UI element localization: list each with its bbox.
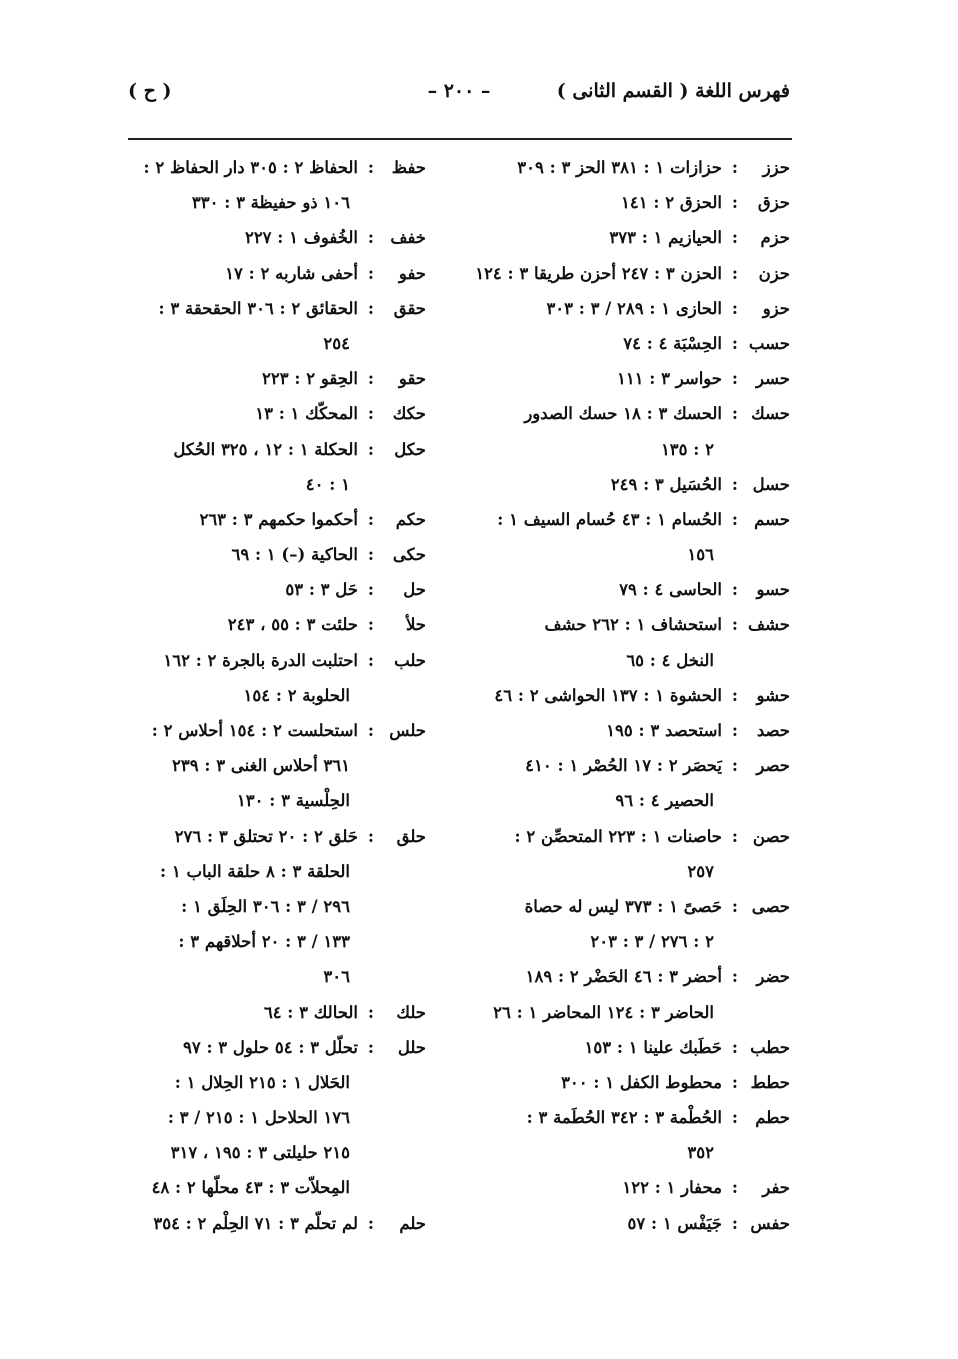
entry-separator: :: [367, 1213, 374, 1233]
entry-root: حسر: [755, 369, 790, 389]
entry-root: حسم: [754, 509, 790, 529]
entry-separator: :: [731, 158, 738, 177]
entry-root: حلم: [399, 1213, 426, 1233]
entry-root: حقق: [393, 298, 426, 318]
entry-separator: :: [731, 615, 738, 635]
entry-separator: :: [367, 439, 374, 459]
entry-text: الحلقة ٣ : ٨ حلقة الباب ١ :: [160, 861, 350, 881]
entry-separator: :: [731, 826, 738, 846]
index-entry: [121, 1030, 426, 1065]
index-entry-continuation: [121, 1170, 426, 1205]
entry-separator: :: [367, 509, 374, 529]
entry-root: حزز: [762, 158, 790, 177]
entry-text: الحلوبة ٢ : ١٥٤: [243, 685, 350, 705]
index-entry: [485, 748, 790, 783]
entry-separator: :: [367, 1002, 374, 1022]
entry-root: حكل: [394, 439, 426, 459]
entry-root: حزم: [760, 228, 790, 248]
entry-separator: :: [731, 474, 738, 494]
entry-text: الحزق ٢ : ١٤١: [621, 193, 722, 213]
index-entry: [121, 819, 426, 854]
entry-text: ٣٥٢: [687, 1143, 714, 1163]
entry-separator: :: [731, 298, 738, 318]
entry-text: أحضر ٣ : ٤٦ الحَضْر ٢ : ١٨٩: [525, 967, 722, 987]
entry-text: ٣٠٦: [323, 967, 350, 987]
entry-text: الحاسى ٤ : ٧٩: [619, 580, 722, 600]
index-entry: [485, 819, 790, 854]
entry-root: حفس: [750, 1213, 790, 1233]
entry-text: الحِسْبَة ٤ : ٧٤: [623, 333, 722, 353]
entry-separator: :: [731, 1178, 738, 1198]
index-entry-continuation: [121, 854, 426, 889]
entry-root: حسك: [751, 404, 790, 424]
index-entry: [485, 185, 790, 220]
entry-text: أحفى شاربه ٢ : ١٧: [225, 263, 358, 283]
entry-text: الحُسَيل ٣ : ٢٤٩: [610, 474, 722, 494]
header-rule: [128, 138, 792, 140]
entry-text: ٢ : ٢٧٦ / ٣ : ٢٠٣: [590, 932, 714, 952]
entry-separator: :: [367, 228, 374, 248]
page-number: – ٢٠٠ –: [427, 80, 491, 102]
index-entry-continuation: [121, 185, 426, 220]
entry-text: استحصد ٣ : ١٩٥: [606, 721, 722, 740]
entry-text: الحقائق ٢ : ٣٠٦ الحقحقة ٣ :: [158, 298, 358, 318]
entry-text: حلئت ٣ : ٥٥ ، ٢٤٣: [227, 615, 358, 635]
index-entry: [121, 572, 426, 607]
entry-text: ٢ : ١٣٥: [660, 439, 714, 459]
entry-text: الحاكية (–) ١ : ٦٩: [231, 545, 358, 565]
index-entry-continuation: [485, 783, 790, 818]
index-entry: [485, 678, 790, 713]
entry-text: ١ : ٤٠: [305, 474, 350, 494]
index-title: فهرس اللغة ( القسم الثانى ): [556, 80, 790, 102]
entry-text: ١٥٦: [687, 545, 714, 565]
index-entry: [121, 291, 426, 326]
left-column: [121, 150, 426, 1241]
index-entry: [121, 1206, 426, 1241]
index-entry: [121, 432, 426, 467]
entry-separator: :: [731, 1108, 738, 1128]
index-entry-continuation: [485, 1135, 790, 1170]
entry-text: الحُطْمة ٣ : ٣٤٢ الحُطَمة ٣ :: [526, 1108, 722, 1128]
entry-separator: :: [731, 967, 738, 987]
index-entry: [121, 607, 426, 642]
index-entry-continuation: [121, 783, 426, 818]
entry-text: حَصىً ١ : ٣٧٣ ليس له حصاة: [524, 896, 722, 916]
entry-text: حواسر ٣ : ١١١: [616, 369, 722, 389]
index-entry-continuation: [121, 467, 426, 502]
section-letter: ( ح ): [128, 80, 172, 102]
entry-root: حزق: [757, 193, 790, 213]
entry-root: حسب: [748, 333, 790, 353]
index-entry: [485, 502, 790, 537]
index-entry: [121, 995, 426, 1030]
index-entry: [485, 220, 790, 255]
index-entry-continuation: [121, 1100, 426, 1135]
entry-text: محطوط الكفل ١ : ٣٠٠: [561, 1072, 722, 1092]
entry-text: ٢٩٦ / ٣ : ٣٠٦ الحِلَق ١ :: [181, 896, 350, 916]
entry-root: حلب: [394, 650, 426, 670]
entry-root: حزن: [758, 263, 790, 283]
entry-separator: :: [367, 721, 374, 740]
entry-root: حكك: [392, 404, 426, 424]
entry-text: ٢٥٧: [687, 861, 714, 881]
entry-text: الحالك ٣ : ٦٤: [263, 1002, 358, 1022]
entry-text: المحكّك ١ : ١٣: [255, 404, 358, 424]
index-entry: [121, 502, 426, 537]
entry-root: حفو: [398, 263, 426, 283]
entry-text: استحشاف ١ : ٢٦٢ حشف: [544, 615, 722, 635]
entry-text: لم تحلّم ٣ : ٧١ الحِلْم ٢ : ٣٥٤: [153, 1213, 358, 1233]
entry-separator: :: [731, 1072, 738, 1092]
entry-text: الخُفوف ١ : ٢٢٧: [244, 228, 358, 248]
index-entry: [121, 713, 426, 748]
index-entry: [485, 1206, 790, 1241]
entry-root: حفر: [762, 1178, 790, 1198]
entry-separator: :: [367, 1037, 374, 1057]
index-entry-continuation: [121, 1065, 426, 1100]
entry-separator: :: [367, 545, 374, 565]
entry-text: يَحصَر ٢ : ١٧ الحُصْر ١ : ٤١٠: [525, 756, 722, 776]
entry-text: ٢١٥ حليلتى ٣ : ١٩٥ ، ٣١٧: [170, 1143, 350, 1163]
entry-separator: :: [731, 685, 738, 705]
index-entry-continuation: [485, 432, 790, 467]
entry-separator: :: [367, 298, 374, 318]
entry-root: حصد: [756, 721, 790, 740]
entry-root: حزو: [762, 298, 790, 318]
entry-separator: :: [731, 333, 738, 353]
index-entry-continuation: [485, 924, 790, 959]
entry-text: الحشوة ١ : ١٣٧ الحواشى ٢ : ٤٦: [494, 685, 722, 705]
index-entry-continuation: [121, 748, 426, 783]
entry-text: ١٣٣ / ٣ : ٢٠ أحلاقهم ٣ :: [178, 932, 350, 952]
index-entry: [485, 607, 790, 642]
entry-text: ١٧٦ الحلاحل ١ : ٢١٥ / ٣ :: [167, 1108, 350, 1128]
index-entry: [485, 291, 790, 326]
index-entry: [485, 1100, 790, 1135]
index-entry-continuation: [485, 643, 790, 678]
entry-root: حقو: [398, 369, 426, 389]
entry-root: حصن: [752, 826, 790, 846]
entry-separator: :: [731, 756, 738, 776]
index-entry: [485, 467, 790, 502]
entry-text: استحلست ٢ : ١٥٤ أحلاس ٢ :: [151, 721, 358, 740]
entry-text: احتلبت الدرة بالجرة ٢ : ١٦٢: [163, 650, 358, 670]
index-entry: [121, 220, 426, 255]
entry-text: الحفاظ ٢ : ٣٠٥ دار الحفاظ ٢ :: [143, 158, 358, 177]
entry-text: الحزن ٣ : ٢٤٧ أحزن طريقا ٣ : ١٢٤: [475, 263, 722, 283]
entry-separator: :: [731, 404, 738, 424]
entry-separator: :: [731, 263, 738, 283]
entry-separator: :: [731, 896, 738, 916]
index-entry: [485, 959, 790, 994]
entry-separator: :: [367, 580, 374, 600]
entry-separator: :: [731, 509, 738, 529]
entry-root: حلأ: [405, 615, 426, 635]
index-entry: [485, 396, 790, 431]
entry-text: الحكلة ١ : ١٢ ، ٣٢٥ الحُكل: [173, 439, 358, 459]
entry-root: حطب: [750, 1037, 790, 1057]
index-entry: [121, 361, 426, 396]
entry-separator: :: [367, 404, 374, 424]
entry-root: حطم: [755, 1108, 790, 1128]
entry-text: الحازى ١ : ٢٨٩ / ٣ : ٣٠٣: [546, 298, 722, 318]
index-entry-continuation: [485, 995, 790, 1030]
index-entry-continuation: [121, 924, 426, 959]
entry-root: خفف: [390, 228, 426, 248]
entry-separator: :: [367, 263, 374, 283]
entry-text: ١٠٦ ذو حفيظة ٣ : ٣٣٠: [191, 193, 350, 213]
entry-separator: :: [731, 580, 738, 600]
entry-text: الحِقو ٢ : ٢٢٣: [262, 369, 358, 389]
page-header: [128, 80, 790, 116]
entry-root: حسل: [752, 474, 790, 494]
entry-separator: :: [367, 158, 374, 177]
entry-separator: :: [731, 1213, 738, 1233]
index-entry: [121, 256, 426, 291]
entry-text: حَل ٣ : ٥٣: [285, 580, 358, 600]
entry-root: حل: [403, 580, 426, 600]
entry-text: حَلق ٢ : ٢٠ تحتلق ٣ : ٢٧٦: [174, 826, 358, 846]
entry-root: حكى: [392, 545, 426, 565]
index-entry: [121, 537, 426, 572]
entry-text: حَطَبك علينا ١ : ١٥٣: [584, 1037, 722, 1057]
entry-text: الحصير ٤ : ٩٦: [615, 791, 714, 811]
entry-root: حشف: [748, 615, 790, 635]
entry-text: ٢٥٤: [323, 333, 350, 353]
entry-root: حلس: [389, 721, 426, 740]
index-entry: [485, 1170, 790, 1205]
index-entry: [121, 643, 426, 678]
entry-separator: :: [367, 650, 374, 670]
entry-text: تحلّل ٣ : ٥٤ حلول ٣ : ٩٧: [182, 1037, 358, 1057]
index-entry-continuation: [121, 889, 426, 924]
entry-root: حسو: [756, 580, 790, 600]
entry-root: حلل: [397, 1037, 426, 1057]
entry-root: حصر: [756, 756, 790, 776]
entry-text: أحكموا حكمهم ٣ : ٢٦٣: [199, 509, 358, 529]
entry-text: جَيَفْس ١ : ٥٧: [627, 1213, 722, 1233]
entry-text: حزازات ١ : ٣٨١ الحز ٣ : ٣٠٩: [517, 158, 722, 177]
entry-text: محفار ١ : ١٢٢: [622, 1178, 722, 1198]
index-entry: [485, 150, 790, 185]
index-entry: [485, 1030, 790, 1065]
index-entry: [485, 326, 790, 361]
entry-text: حاصنات ١ : ٢٢٣ المتحصِّن ٢ :: [514, 826, 722, 846]
index-entry-continuation: [121, 959, 426, 994]
entry-separator: :: [731, 228, 738, 248]
index-entry-continuation: [121, 326, 426, 361]
entry-separator: :: [731, 369, 738, 389]
entry-text: الحسك ٣ : ١٨ حسك الصدور: [524, 404, 722, 424]
entry-separator: :: [367, 369, 374, 389]
entry-separator: :: [731, 193, 738, 213]
entry-text: الحُسام ١ : ٤٣ حُسام السيف ١ :: [497, 509, 722, 529]
entry-text: المِحلاّت ٣ : ٤٣ محلّها ٢ : ٤٨: [151, 1178, 350, 1198]
entry-separator: :: [731, 1037, 738, 1057]
entry-root: حطط: [750, 1072, 790, 1092]
entry-separator: :: [367, 826, 374, 846]
index-entry: [485, 889, 790, 924]
index-entry: [485, 713, 790, 748]
entry-root: حكم: [395, 509, 426, 529]
entry-text: الحيازيم ١ : ٣٧٣: [609, 228, 722, 248]
entry-text: النخل ٤ : ٦٥: [626, 650, 714, 670]
index-entry-continuation: [485, 537, 790, 572]
entry-root: حشو: [756, 685, 790, 705]
right-column: [475, 150, 790, 1241]
index-entry: [485, 1065, 790, 1100]
index-entry-continuation: [121, 1135, 426, 1170]
entry-text: الحاضر ٣ : ١٢٤ المحاضر ١ : ٢٦: [493, 1002, 714, 1022]
entry-separator: :: [731, 721, 738, 740]
entry-text: ٣٦١ أحلاس الغنى ٣ : ٢٣٩: [172, 756, 350, 776]
index-entry: [485, 572, 790, 607]
index-entry-continuation: [121, 678, 426, 713]
entry-separator: :: [367, 615, 374, 635]
entry-text: الحَلال ١ : ٢١٥ الحِلال ١ :: [174, 1072, 350, 1092]
index-entry: [121, 396, 426, 431]
index-entry-continuation: [485, 854, 790, 889]
entry-root: حلق: [396, 826, 426, 846]
entry-root: حصى: [751, 896, 790, 916]
index-entry: [121, 150, 426, 185]
entry-root: حلك: [396, 1002, 426, 1022]
entry-root: حفظ: [391, 158, 426, 177]
index-entry: [475, 256, 790, 291]
entry-text: الحِلْسية ٣ : ١٣٠: [236, 791, 350, 811]
entry-root: حضر: [756, 967, 790, 987]
index-entry: [485, 361, 790, 396]
